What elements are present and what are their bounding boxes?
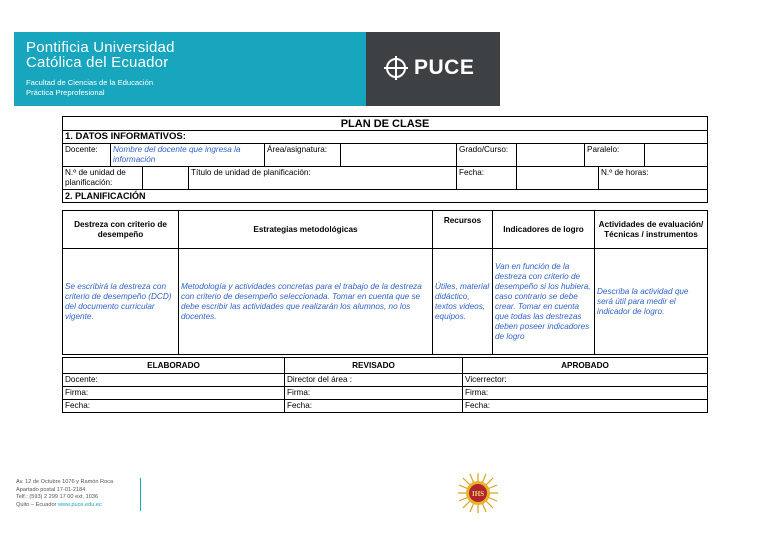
header-destreza: Destreza con criterio de desempeño	[63, 211, 179, 249]
university-name-line2: Católica del Ecuador	[26, 54, 169, 71]
elaborado-firma[interactable]: Firma:	[63, 387, 285, 400]
footer-website[interactable]: www.puce.edu.ec	[58, 501, 102, 508]
informative-data-table	[62, 116, 708, 203]
fecha-value[interactable]	[517, 167, 599, 190]
logo-text: PUCE	[414, 56, 475, 79]
footer-line-4	[16, 502, 113, 510]
header-recursos: Recursos	[433, 211, 493, 249]
ihs-seal-icon	[457, 472, 499, 514]
aprobado-fecha[interactable]: Fecha:	[463, 400, 708, 413]
grado-label: Grado/Curso:	[457, 144, 517, 167]
grado-value[interactable]	[517, 144, 585, 167]
puce-logo	[384, 56, 474, 80]
footer-line-1: Av. 12 de Octubre 1076 y Ramón Roca	[16, 479, 114, 485]
revisado-director[interactable]: Director del área :	[285, 374, 463, 387]
header-actividades: Actividades de evaluación/ Técnicas / instrumentos	[595, 211, 708, 249]
area-value[interactable]	[341, 144, 457, 167]
university-name-line1: Pontificia Universidad	[26, 39, 175, 56]
actividades-content[interactable]: Describa la actividad que será útil para medir el indicador de logro.	[595, 249, 708, 355]
footer-line-2: Apartado postal 17-01-2184	[16, 486, 86, 493]
elaborado-docente[interactable]: Docente:	[63, 374, 285, 387]
signature-table	[62, 357, 708, 413]
unit-title-label: Título de unidad de planificación:	[189, 167, 457, 190]
footer-city: Quito – Ecuador	[16, 501, 57, 508]
puce-logo-band	[366, 32, 500, 106]
footer-address	[16, 479, 113, 509]
docente-label: Docente:	[63, 144, 111, 167]
estrategias-content[interactable]: Metodología y actividades concretas para el trabajo de la destreza con criterio de desempeño seleccionada. Tomar en cuenta que se debe escribir las actividades que realizarán los alumnos, no los docentes.	[179, 249, 433, 355]
docente-hint[interactable]: Nombre del docente que ingresa la información	[111, 144, 265, 167]
elaborado-fecha[interactable]: Fecha:	[63, 400, 285, 413]
indicadores-content[interactable]: Van en función de la destreza con criterio de desempeño si los hubiera, caso contrario se debe crear. Tomar en cuenta que todas las destrezas deben poseer indicadores de logro	[493, 249, 595, 355]
footer-line-3: Telf.: (593) 2 299 17 00 ext. 1036	[16, 494, 99, 501]
recursos-content[interactable]: Útiles, material didáctico, textos videos, equipos.	[433, 249, 493, 355]
area-label: Área/asignatura:	[265, 144, 341, 167]
program-name: Práctica Preprofesional	[26, 88, 105, 97]
faculty-name: Facultad de Ciencias de la Educación	[26, 78, 154, 87]
revisado-header: REVISADO	[285, 358, 463, 374]
aprobado-firma[interactable]: Firma:	[463, 387, 708, 400]
destreza-content[interactable]: Se escribirá la destreza con criterio de desempeño (DCD) del documento curricular vigente.	[63, 249, 179, 355]
fecha-label: Fecha:	[457, 167, 517, 190]
header-indicadores: Indicadores de logro	[493, 211, 595, 249]
seal-text: IHS	[471, 490, 485, 498]
paralelo-value[interactable]	[645, 144, 708, 167]
aprobado-vicerrector[interactable]: Vicerrector:	[463, 374, 708, 387]
horas-label: N.º de horas:	[599, 167, 708, 190]
aprobado-header: APROBADO	[463, 358, 708, 374]
paralelo-label: Paralelo:	[585, 144, 645, 167]
cross-emblem-icon	[384, 56, 408, 80]
document-title: PLAN DE CLASE	[63, 117, 708, 131]
university-header-band	[14, 32, 366, 106]
elaborado-header: ELABORADO	[63, 358, 285, 374]
revisado-firma[interactable]: Firma:	[285, 387, 463, 400]
unidad-number-value[interactable]	[143, 167, 189, 190]
section-informative-data: 1. DATOS INFORMATIVOS:	[63, 131, 708, 144]
footer-divider	[140, 478, 141, 511]
faculty-info	[26, 78, 153, 98]
revisado-fecha[interactable]: Fecha:	[285, 400, 463, 413]
planning-table	[62, 210, 708, 355]
section-planning: 2. PLANIFICACIÓN	[63, 190, 708, 203]
university-name	[26, 40, 175, 70]
header-estrategias: Estrategias metodológicas	[179, 211, 433, 249]
unidad-number-label: N.º de unidad de planificación:	[63, 167, 143, 190]
